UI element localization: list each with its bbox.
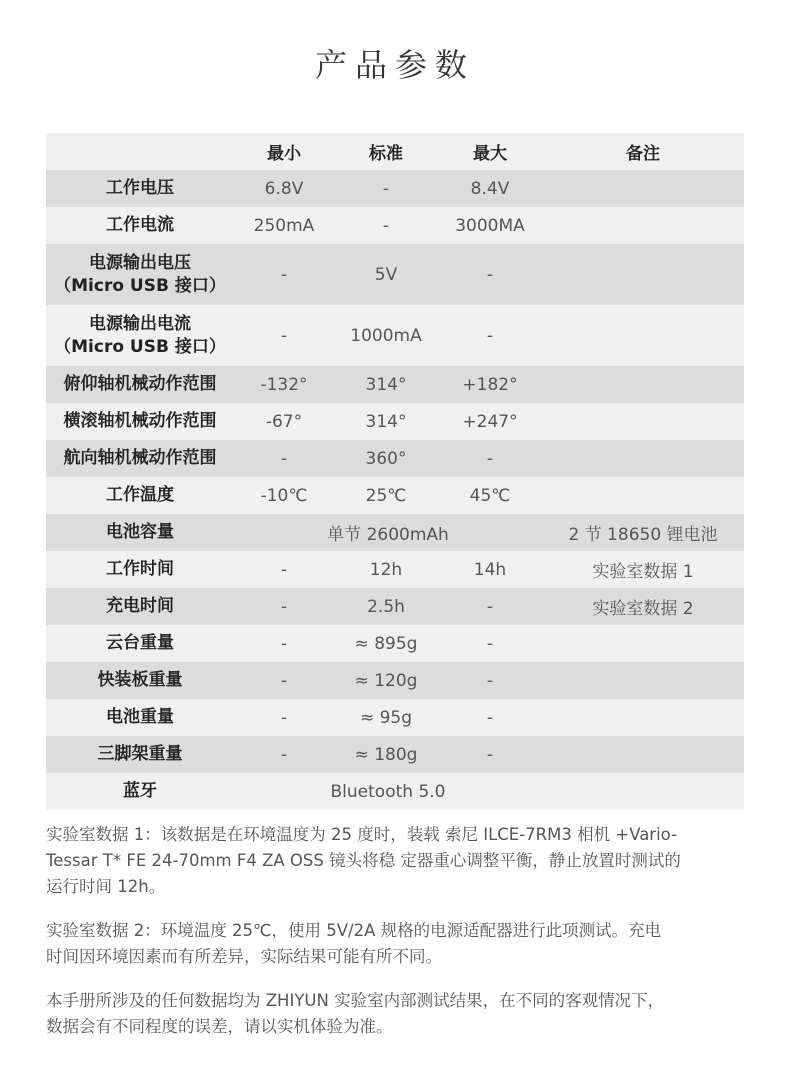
param-name: 工作时间 xyxy=(106,559,174,579)
min-value: 250mA xyxy=(253,215,315,236)
table-row xyxy=(46,207,744,244)
note-value xyxy=(542,170,744,207)
param-name: 工作电流 xyxy=(106,215,174,235)
max-value: - xyxy=(486,633,494,654)
table-row xyxy=(46,773,744,810)
param-name-line: 电源输出电压 xyxy=(89,252,191,273)
header-cell: 标准 xyxy=(369,144,403,164)
note-value: 实验室数据 1 xyxy=(592,562,694,582)
page-title: 产品参数 xyxy=(314,46,475,84)
note-line: 数据会有不同程度的误差，请以实机体验为准。 xyxy=(46,1017,393,1036)
min-value: -10℃ xyxy=(260,485,308,506)
max-value: - xyxy=(486,325,494,346)
table-row xyxy=(46,403,744,440)
header-cell: 备注 xyxy=(626,144,660,164)
table-row xyxy=(46,699,744,736)
param-name: 工作电压 xyxy=(106,178,174,198)
note-line: 运行时间 12h。 xyxy=(46,877,166,896)
table-row xyxy=(46,736,744,773)
param-name: 快装板重量 xyxy=(97,670,183,690)
note-line: Tessar T* FE 24-70mm F4 ZA OSS 镜头将稳 定器重心调整平衡，静止放置时测试的 xyxy=(46,851,681,870)
max-value: 45℃ xyxy=(469,485,511,506)
min-value: - xyxy=(280,744,288,765)
min-value: - xyxy=(280,596,288,617)
note-value xyxy=(542,207,744,244)
std-value: ≈ 895g xyxy=(354,633,418,654)
header-cell: 最小 xyxy=(267,144,301,164)
min-value: - xyxy=(280,559,288,580)
min-value: - xyxy=(280,633,288,654)
min-value: -67° xyxy=(265,411,303,432)
note-value: 实验室数据 2 xyxy=(592,599,694,619)
lab-data-note-2 xyxy=(46,918,746,970)
max-value: +182° xyxy=(462,374,518,395)
min-value: - xyxy=(280,448,288,469)
note-value: 2 节 18650 锂电池 xyxy=(568,525,718,545)
min-value: - xyxy=(280,264,288,285)
note-line: 时间因环境因素而有所差异，实际结果可能有所不同。 xyxy=(46,947,442,966)
min-value: - xyxy=(280,707,288,728)
max-value: 3000MA xyxy=(455,215,525,236)
std-value: 1000mA xyxy=(350,325,422,346)
min-value: 6.8V xyxy=(264,178,304,199)
std-value: - xyxy=(382,215,390,236)
lab-data-note-1 xyxy=(46,822,746,900)
std-value: 314° xyxy=(365,411,407,432)
max-value: - xyxy=(486,448,494,469)
max-value: - xyxy=(486,744,494,765)
note-line: 本手册所涉及的任何数据均为 ZHIYUN 实验室内部测试结果，在不同的客观情况下， xyxy=(46,991,665,1010)
merged-value: Bluetooth 5.0 xyxy=(330,781,446,802)
table-row xyxy=(46,440,744,477)
param-name-line: （Micro USB 接口） xyxy=(54,336,226,357)
disclaimer-note xyxy=(46,988,746,1040)
param-name: 蓝牙 xyxy=(123,781,157,801)
param-name: 电池容量 xyxy=(106,522,174,542)
std-value: 5V xyxy=(374,264,398,285)
param-name: 电池重量 xyxy=(106,707,174,727)
note-value xyxy=(542,699,744,736)
note-value xyxy=(542,403,744,440)
max-value: +247° xyxy=(462,411,518,432)
table-row xyxy=(46,625,744,662)
max-value: - xyxy=(486,670,494,691)
param-name: 横滚轴机械动作范围 xyxy=(63,411,217,431)
spec-table xyxy=(46,133,744,810)
note-line: 实验室数据 1：该数据是在环境温度为 25 度时，装载 索尼 ILCE-7RM3 相机 +Vario- xyxy=(46,825,678,844)
note-value xyxy=(542,440,744,477)
std-value: ≈ 95g xyxy=(359,707,413,728)
merged-value: 单节 2600mAh xyxy=(327,525,449,545)
note-value xyxy=(542,773,744,810)
std-value: 360° xyxy=(365,448,407,469)
param-name: 工作温度 xyxy=(106,485,174,505)
param-name: 俯仰轴机械动作范围 xyxy=(63,374,217,394)
note-value xyxy=(542,477,744,514)
note-value xyxy=(542,366,744,403)
table-row xyxy=(46,514,744,551)
table-row xyxy=(46,244,744,305)
max-value: 8.4V xyxy=(470,178,510,199)
note-value xyxy=(542,662,744,699)
std-value: ≈ 180g xyxy=(354,744,418,765)
header-cell: 最大 xyxy=(473,144,507,164)
param-name: 充电时间 xyxy=(106,596,174,616)
note-value xyxy=(542,736,744,773)
table-row xyxy=(46,588,744,625)
table-row xyxy=(46,551,744,588)
max-value: - xyxy=(486,596,494,617)
param-name: 三脚架重量 xyxy=(97,744,183,764)
std-value: 25℃ xyxy=(365,485,407,506)
table-row xyxy=(46,366,744,403)
param-name-line: （Micro USB 接口） xyxy=(54,275,226,296)
std-value: ≈ 120g xyxy=(354,670,418,691)
std-value: 314° xyxy=(365,374,407,395)
param-name: 云台重量 xyxy=(106,633,174,653)
note-line: 实验室数据 2：环境温度 25℃，使用 5V/2A 规格的电源适配器进行此项测试。充电 xyxy=(46,921,662,940)
max-value: - xyxy=(486,707,494,728)
param-name xyxy=(46,305,234,366)
param-name xyxy=(46,244,234,305)
max-value: - xyxy=(486,264,494,285)
std-value: 12h xyxy=(369,559,403,580)
table-row xyxy=(46,170,744,207)
std-value: - xyxy=(382,178,390,199)
param-name-line: 电源输出电流 xyxy=(89,313,191,334)
header-cell xyxy=(46,133,234,170)
std-value: 2.5h xyxy=(367,596,405,617)
table-row xyxy=(46,477,744,514)
max-value: 14h xyxy=(473,559,507,580)
min-value: - xyxy=(280,325,288,346)
min-value: -132° xyxy=(260,374,308,395)
note-value xyxy=(542,625,744,662)
table-row xyxy=(46,305,744,366)
table-header-row xyxy=(46,133,744,170)
note-value xyxy=(542,244,744,305)
param-name: 航向轴机械动作范围 xyxy=(63,448,217,468)
min-value: - xyxy=(280,670,288,691)
note-value xyxy=(542,305,744,366)
table-row xyxy=(46,662,744,699)
